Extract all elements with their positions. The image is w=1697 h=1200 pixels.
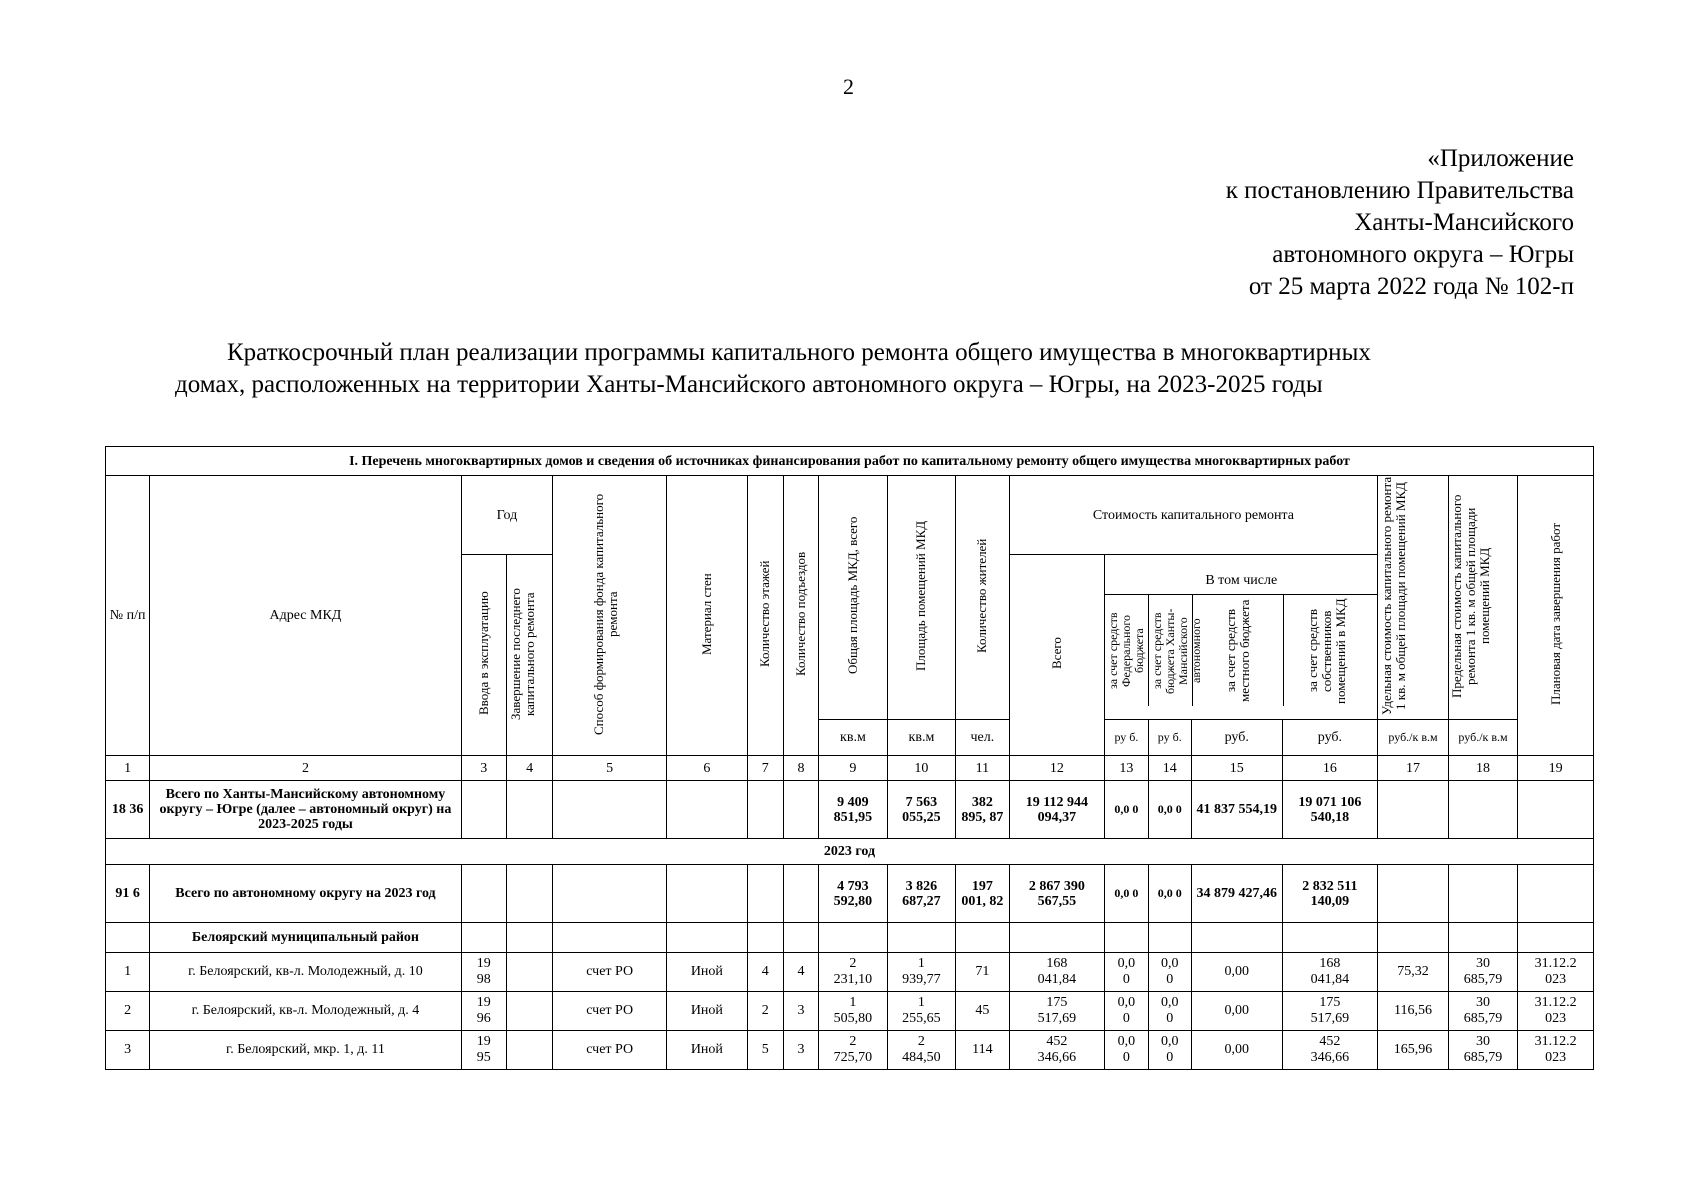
- grand-total-premises: 7 563 055,25: [887, 781, 956, 839]
- header-federal: за счет средств Федерального бюджета: [1105, 595, 1149, 706]
- row-federal: 0,0 0: [1105, 1031, 1148, 1070]
- row-okrug: 0,0 0: [1148, 1031, 1191, 1070]
- row-wall-material: Иной: [667, 953, 748, 992]
- row-plan-date: 31.12.2 023: [1518, 1031, 1594, 1070]
- column-number: 13: [1105, 756, 1148, 781]
- row-okrug: 0,0 0: [1148, 953, 1191, 992]
- header-owners: за счет средств собственников помещений в МКД: [1304, 597, 1348, 704]
- row-residents: 71: [956, 953, 1009, 992]
- unit-total-area: кв.м: [819, 720, 888, 756]
- header-year-commission: Ввода в эксплуатацию: [461, 555, 506, 756]
- grand-total-cost: 19 112 944 094,37: [1009, 781, 1105, 839]
- unit-federal: ру б.: [1105, 720, 1148, 756]
- row-total-area: 2 725,70: [819, 1031, 888, 1070]
- document-title: [175, 337, 1535, 401]
- row-unit-cost: 75,32: [1378, 953, 1449, 992]
- row-fund-method: счет РО: [553, 992, 667, 1031]
- year-total-federal: 0,0 0: [1105, 865, 1148, 923]
- row-entrances: 3: [783, 1031, 818, 1070]
- unit-unit-cost: руб./к в.м: [1378, 720, 1449, 756]
- column-number: 7: [747, 756, 783, 781]
- header-okrug: за счет средств бюджета Ханты-Мансийского автономного: [1149, 595, 1193, 706]
- header-unit-cost: Удельная стоимость капитального ремонта 1 кв. м общей площади помещений МКД: [1378, 476, 1449, 720]
- title-line: Краткосрочный план реализации программы капитального ремонта общего имущества в многоквартирных: [227, 339, 1371, 366]
- appendix-line: Ханты-Мансийского: [1354, 209, 1574, 236]
- header-address: Адрес МКД: [150, 476, 461, 756]
- page-number: 2: [843, 74, 854, 99]
- row-year: 19 98: [461, 953, 506, 992]
- plan-table: [105, 446, 1594, 1070]
- row-floors: 5: [747, 1031, 783, 1070]
- grand-total-num: 18 36: [106, 781, 150, 839]
- row-unit-cost: 165,96: [1378, 1031, 1449, 1070]
- table-row: [106, 1031, 1594, 1070]
- unit-local: руб.: [1191, 720, 1282, 756]
- row-premises-area: 1 255,65: [887, 992, 956, 1031]
- column-number: 15: [1191, 756, 1282, 781]
- row-fund-method: счет РО: [553, 953, 667, 992]
- header-plan-date: Плановая дата завершения работ: [1518, 476, 1594, 756]
- grand-total-row: [106, 781, 1594, 839]
- header-max-cost: Предельная стоимость капитального ремонта 1 кв. м общей площади помещений МКД: [1448, 476, 1518, 720]
- year-total-num: 91 6: [106, 865, 150, 923]
- district-heading: Белоярский муниципальный район: [150, 923, 461, 953]
- header-including: В том числе: [1105, 568, 1377, 595]
- header-total-area: Общая площадь МКД, всего: [819, 476, 888, 720]
- column-number: 10: [887, 756, 956, 781]
- year-total-premises: 3 826 687,27: [887, 865, 956, 923]
- header-num: № п/п: [106, 476, 150, 756]
- row-total-area: 2 231,10: [819, 953, 888, 992]
- row-address: г. Белоярский, кв-л. Молодежный, д. 10: [150, 953, 461, 992]
- row-wall-material: Иной: [667, 992, 748, 1031]
- year-total-local: 34 879 427,46: [1191, 865, 1282, 923]
- year-total-area: 4 793 592,80: [819, 865, 888, 923]
- unit-okrug: ру б.: [1148, 720, 1191, 756]
- column-number: 9: [819, 756, 888, 781]
- table-row: [106, 953, 1594, 992]
- column-number: 12: [1009, 756, 1105, 781]
- year-total-cost: 2 867 390 567,55: [1009, 865, 1105, 923]
- unit-residents: чел.: [956, 720, 1009, 756]
- row-local: 0,00: [1191, 1031, 1282, 1070]
- column-number: 4: [506, 756, 552, 781]
- row-wall-material: Иной: [667, 1031, 748, 1070]
- header-local: за счет средств местного бюджета: [1193, 595, 1284, 706]
- row-max-cost: 30 685,79: [1448, 992, 1518, 1031]
- header-wall-material: Материал стен: [667, 476, 748, 756]
- header-premises-area: Площадь помещений МКД: [887, 476, 956, 720]
- header-including-group: [1105, 555, 1378, 720]
- table-row: [106, 992, 1594, 1031]
- section-title: I. Перечень многоквартирных домов и сведения об источниках финансирования работ по капитальному ремонту общего имущества многоквартирных работ: [106, 447, 1594, 476]
- year-total-residents: 197 001, 82: [956, 865, 1009, 923]
- unit-max-cost: руб./к в.м: [1448, 720, 1518, 756]
- row-plan-date: 31.12.2 023: [1518, 992, 1594, 1031]
- grand-total-area: 9 409 851,95: [819, 781, 888, 839]
- row-entrances: 3: [783, 992, 818, 1031]
- appendix-line: к постановлению Правительства: [1225, 177, 1574, 204]
- header-floors: Количество этажей: [747, 476, 783, 756]
- row-cost-total: 175 517,69: [1009, 992, 1105, 1031]
- year-total-owners: 2 832 511 140,09: [1282, 865, 1378, 923]
- row-owners: 175 517,69: [1282, 992, 1378, 1031]
- header-entrances: Количество подъездов: [783, 476, 818, 756]
- grand-total-local: 41 837 554,19: [1191, 781, 1282, 839]
- row-floors: 4: [747, 953, 783, 992]
- row-cost-total: 168 041,84: [1009, 953, 1105, 992]
- row-premises-area: 1 939,77: [887, 953, 956, 992]
- column-number: 16: [1282, 756, 1378, 781]
- year-total-row: [106, 865, 1594, 923]
- column-numbers-row: [106, 756, 1594, 781]
- column-number: 5: [553, 756, 667, 781]
- row-num: 1: [106, 953, 150, 992]
- year-total-okrug: 0,0 0: [1148, 865, 1191, 923]
- column-number: 17: [1378, 756, 1449, 781]
- row-address: г. Белоярский, мкр. 1, д. 11: [150, 1031, 461, 1070]
- header-year: Год: [461, 476, 553, 555]
- column-number: 6: [667, 756, 748, 781]
- header-year-last-repair: Завершение последнего капитального ремонта: [506, 555, 552, 756]
- year-total-label: Всего по автономному округу на 2023 год: [150, 865, 461, 923]
- column-number: 8: [783, 756, 818, 781]
- row-federal: 0,0 0: [1105, 953, 1148, 992]
- appendix-line: автономного округа – Югры: [1272, 241, 1574, 268]
- row-year: 19 96: [461, 992, 506, 1031]
- header-cost: Стоимость капитального ремонта: [1009, 476, 1378, 555]
- row-num: 2: [106, 992, 150, 1031]
- row-okrug: 0,0 0: [1148, 992, 1191, 1031]
- column-number: 19: [1518, 756, 1594, 781]
- column-number: 11: [956, 756, 1009, 781]
- row-fund-method: счет РО: [553, 1031, 667, 1070]
- row-max-cost: 30 685,79: [1448, 953, 1518, 992]
- header-fund-method: Способ формирования фонда капитального ремонта: [553, 476, 667, 756]
- row-floors: 2: [747, 992, 783, 1031]
- row-max-cost: 30 685,79: [1448, 1031, 1518, 1070]
- grand-total-residents: 382 895, 87: [956, 781, 1009, 839]
- row-num: 3: [106, 1031, 150, 1070]
- appendix-line: «Приложение: [1427, 145, 1574, 172]
- unit-owners: руб.: [1282, 720, 1378, 756]
- appendix-block: [1226, 143, 1574, 303]
- unit-premises-area: кв.м: [887, 720, 956, 756]
- year-heading: 2023 год: [106, 839, 1594, 865]
- row-owners: 168 041,84: [1282, 953, 1378, 992]
- column-number: 18: [1448, 756, 1518, 781]
- header-cost-total: Всего: [1009, 555, 1105, 756]
- row-unit-cost: 116,56: [1378, 992, 1449, 1031]
- row-local: 0,00: [1191, 992, 1282, 1031]
- grand-total-federal: 0,0 0: [1105, 781, 1148, 839]
- row-residents: 114: [956, 1031, 1009, 1070]
- row-cost-total: 452 346,66: [1009, 1031, 1105, 1070]
- row-owners: 452 346,66: [1282, 1031, 1378, 1070]
- row-year: 19 95: [461, 1031, 506, 1070]
- row-federal: 0,0 0: [1105, 992, 1148, 1031]
- grand-total-owners: 19 071 106 540,18: [1282, 781, 1378, 839]
- appendix-line: от 25 марта 2022 года № 102-п: [1248, 273, 1574, 300]
- row-plan-date: 31.12.2 023: [1518, 953, 1594, 992]
- column-number: 1: [106, 756, 150, 781]
- header-residents: Количество жителей: [956, 476, 1009, 720]
- column-number: 3: [461, 756, 506, 781]
- column-number: 14: [1148, 756, 1191, 781]
- row-address: г. Белоярский, кв-л. Молодежный, д. 4: [150, 992, 461, 1031]
- column-number: 2: [150, 756, 461, 781]
- row-entrances: 4: [783, 953, 818, 992]
- row-total-area: 1 505,80: [819, 992, 888, 1031]
- grand-total-okrug: 0,0 0: [1148, 781, 1191, 839]
- grand-total-label: Всего по Ханты-Мансийскому автономному округу – Югре (далее – автономный округ) на 2023-2025 годы: [150, 781, 461, 839]
- row-premises-area: 2 484,50: [887, 1031, 956, 1070]
- title-line: домах, расположенных на территории Ханты-Мансийского автономного округа – Югры, на 2023-2025 годы: [175, 371, 1323, 398]
- row-residents: 45: [956, 992, 1009, 1031]
- row-local: 0,00: [1191, 953, 1282, 992]
